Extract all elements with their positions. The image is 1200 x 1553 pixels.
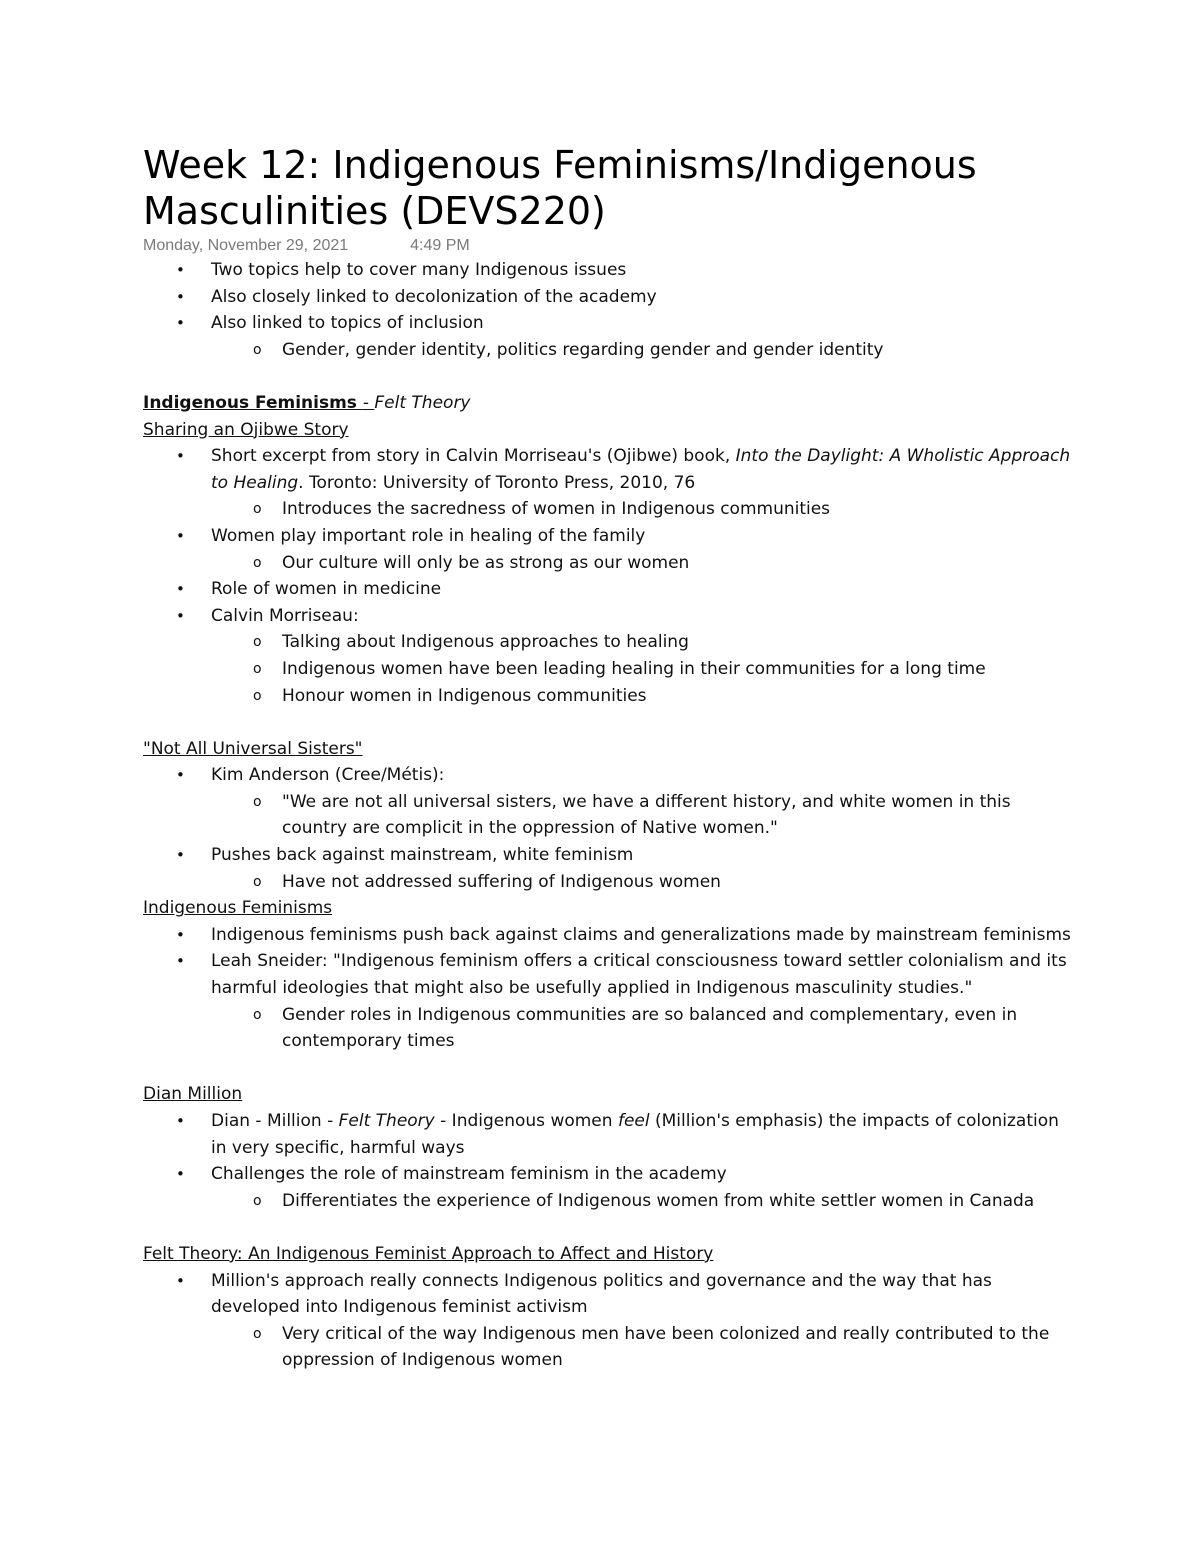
sub-list: [211, 1188, 1073, 1215]
section-list: [143, 762, 1073, 895]
section-heading: Indigenous Feminisms - Felt Theory: [143, 392, 471, 413]
sub-list: [211, 629, 1073, 709]
section-heading: "Not All Universal Sisters": [143, 738, 363, 759]
bullet-icon: •: [176, 261, 185, 279]
section-heading: Felt Theory: An Indigenous Feminist Approach to Affect and History: [143, 1243, 714, 1264]
note-body: [143, 257, 1073, 1374]
bullet-icon: •: [176, 287, 185, 306]
bullet-icon: •: [176, 952, 185, 971]
section-subheading: Sharing an Ojibwe Story: [143, 419, 349, 440]
bullet-icon: •: [176, 925, 185, 944]
list-item: • Calvin Morriseau: o Talking about Indigenous approaches to healing o Indigenous women have been leading healing in their communities for a long time o Honour women in Indigenous communities: [143, 603, 1073, 709]
section-heading: Dian Million: [143, 1084, 243, 1105]
list-item: • Short excerpt from story in Calvin Morriseau's (Ojibwe) book, Into the Daylight: A Wholistic Approach to Healing. Toronto: University of Toronto Press, 2010, 76 o Introduces the sacredness of women in Indigenous communities: [143, 443, 1073, 523]
page-title: Week 12: Indigenous Feminisms/Indigenous Masculinities (DEVS220): [143, 143, 977, 233]
circle-bullet-icon: o: [253, 341, 262, 358]
spacer: [143, 709, 1073, 736]
list-item: • Million's approach really connects Indigenous politics and governance and the way that has developed into Indigenous feminist activism o Very critical of the way Indigenous men have been colonized and really contributed to the oppression of Indigenous women: [143, 1268, 1073, 1374]
sub-list: [211, 337, 1073, 364]
sub-list-item: o Our culture will only be as strong as our women: [143, 550, 1073, 577]
circle-bullet-icon: o: [253, 873, 262, 890]
list-item: • Indigenous feminisms push back against claims and generalizations made by mainstream feminisms: [143, 922, 1073, 949]
sub-list: [211, 869, 1073, 896]
list-item: • Kim Anderson (Cree/Métis): o "We are not all universal sisters, we have a different history, and white women in this country are complicit in the oppression of Native women.": [143, 762, 1073, 842]
sub-list-item: o Very critical of the way Indigenous men have been colonized and really contributed to the oppression of Indigenous women: [143, 1321, 1073, 1374]
list-item: • Leah Sneider: "Indigenous feminism offers a critical consciousness toward settler colonialism and its harmful ideologies that might also be usefully applied in Indigenous masculinity studies." o Gender roles in Indigenous communities are so balanced and complementary, even in contemporary times: [143, 948, 1073, 1054]
bullet-icon: •: [176, 580, 185, 599]
circle-bullet-icon: o: [253, 501, 262, 518]
sub-list-item: o Gender roles in Indigenous communities are so balanced and complementary, even in contemporary times: [143, 1002, 1073, 1055]
sub-list-item: o Introduces the sacredness of women in Indigenous communities: [143, 496, 1073, 523]
sub-list: [211, 789, 1073, 842]
bullet-icon: •: [176, 526, 185, 545]
note-time: 4:49 PM: [410, 237, 470, 254]
intro-list: [143, 257, 1073, 363]
list-item: • Women play important role in healing of the family o Our culture will only be as strong as our women: [143, 523, 1073, 576]
note-timestamp: [143, 236, 470, 256]
bullet-icon: •: [176, 1112, 185, 1130]
section-list: [143, 1108, 1073, 1214]
sub-list-item: o Differentiates the experience of Indigenous women from white settler women in Canada: [143, 1188, 1073, 1215]
circle-bullet-icon: o: [253, 660, 262, 677]
sub-list: [211, 1321, 1073, 1374]
list-item: • Also closely linked to decolonization of the academy: [143, 284, 1073, 311]
circle-bullet-icon: o: [253, 687, 262, 704]
note-date: Monday, November 29, 2021: [143, 237, 349, 254]
spacer: [143, 1055, 1073, 1082]
circle-bullet-icon: o: [253, 554, 262, 571]
sub-list-item: o Gender, gender identity, politics regarding gender and gender identity: [143, 337, 1073, 364]
spacer: [143, 363, 1073, 390]
list-item: • Role of women in medicine: [143, 576, 1073, 603]
list-item: • Also linked to topics of inclusion o Gender, gender identity, politics regarding gender and gender identity: [143, 310, 1073, 363]
list-item: • Dian - Million - Felt Theory - Indigenous women feel (Million's emphasis) the impacts of colonization in very specific, harmful ways: [143, 1108, 1073, 1161]
sub-list-item: o Talking about Indigenous approaches to healing: [143, 629, 1073, 656]
section-list: [143, 443, 1073, 709]
circle-bullet-icon: o: [253, 793, 262, 810]
circle-bullet-icon: o: [253, 1006, 262, 1023]
circle-bullet-icon: o: [253, 1325, 262, 1342]
spacer: [143, 1214, 1073, 1241]
sub-list: [211, 496, 1073, 523]
bullet-icon: •: [176, 846, 185, 865]
sub-list-item: o Honour women in Indigenous communities: [143, 683, 1073, 710]
circle-bullet-icon: o: [253, 634, 262, 651]
bullet-icon: •: [176, 1271, 185, 1290]
list-item: • Two topics help to cover many Indigenous issues: [143, 257, 1073, 284]
bullet-icon: •: [176, 314, 185, 333]
circle-bullet-icon: o: [253, 1192, 262, 1209]
section-list: [143, 1268, 1073, 1374]
bullet-icon: •: [176, 447, 185, 466]
sub-list-item: o Have not addressed suffering of Indigenous women: [143, 869, 1073, 896]
sub-list-item: o Indigenous women have been leading healing in their communities for a long time: [143, 656, 1073, 683]
sub-list: [211, 1002, 1073, 1055]
bullet-icon: •: [176, 606, 185, 625]
list-item: • Challenges the role of mainstream feminism in the academy o Differentiates the experience of Indigenous women from white settler women in Canada: [143, 1161, 1073, 1214]
sub-list-item: o "We are not all universal sisters, we have a different history, and white women in this country are complicit in the oppression of Native women.": [143, 789, 1073, 842]
list-item: • Pushes back against mainstream, white feminism o Have not addressed suffering of Indigenous women: [143, 842, 1073, 895]
sub-list: [211, 550, 1073, 577]
bullet-icon: •: [176, 1165, 185, 1184]
bullet-icon: •: [176, 766, 185, 785]
section-list: [143, 922, 1073, 1055]
section-heading: Indigenous Feminisms: [143, 898, 333, 919]
